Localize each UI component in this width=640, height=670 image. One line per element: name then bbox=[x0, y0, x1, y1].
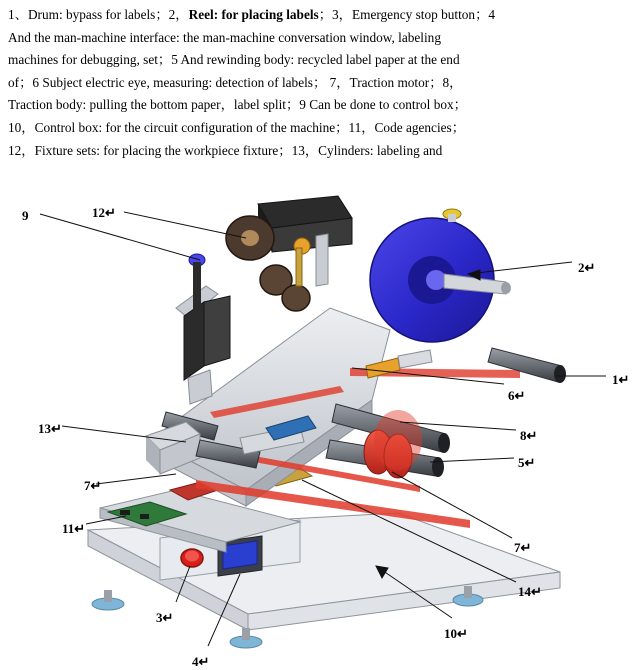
drum-assembly bbox=[226, 196, 352, 311]
callout-12: 12↵ bbox=[92, 205, 116, 220]
machine-diagram bbox=[0, 190, 640, 670]
caption-line-6-text: 10，Control box: for the circuit configuration of the machine；11，Code agencies； bbox=[8, 119, 466, 135]
callout-14: 14↵ bbox=[518, 584, 542, 599]
hmi-screen bbox=[223, 541, 257, 569]
caption-line-6 bbox=[8, 117, 634, 140]
drum-roller-3 bbox=[282, 285, 310, 311]
callout-3: 3↵ bbox=[156, 610, 174, 625]
cylinder-assembly bbox=[176, 254, 230, 404]
caption-line-2 bbox=[8, 27, 634, 50]
callout-11: 11↵ bbox=[62, 521, 86, 536]
caption-bold-phrase: Reel: for placing labels bbox=[188, 7, 319, 22]
callout-9: 9 bbox=[22, 208, 29, 223]
caption-line-7 bbox=[8, 140, 634, 163]
callout-2: 2↵ bbox=[578, 260, 596, 275]
caption-line-3 bbox=[8, 49, 634, 72]
caption-line-4-text: of；6 Subject electric eye, measuring: detection of labels； 7，Traction motor；8， bbox=[8, 74, 463, 90]
caption-line-1-text: 1、Drum: bypass for labels；2，Reel: for placing labels；3，Emergency stop button；4 bbox=[8, 7, 496, 22]
label-reel bbox=[370, 209, 511, 342]
caption-line-1 bbox=[8, 4, 634, 27]
callout-6: 6↵ bbox=[508, 388, 526, 403]
callout-4: 4↵ bbox=[192, 654, 210, 669]
caption-text-block bbox=[8, 4, 634, 162]
callout-8: 8↵ bbox=[520, 428, 538, 443]
caption-line-3-text: machines for debugging, set；5 And rewinding body: recycled label paper at the end bbox=[8, 52, 460, 68]
caption-line-7-text: 12，Fixture sets: for placing the workpiece fixture；13，Cylinders: labeling and bbox=[8, 142, 443, 158]
caption-line-4 bbox=[8, 72, 634, 95]
callout-1: 1↵ bbox=[612, 372, 630, 387]
caption-line-5-text: Traction body: pulling the bottom paper，label split；9 Can be done to control box； bbox=[8, 97, 467, 113]
cylinder-body bbox=[184, 302, 204, 380]
callout-13: 13↵ bbox=[38, 421, 62, 436]
machine-diagram-svg bbox=[0, 190, 640, 670]
callout-10: 10↵ bbox=[444, 626, 468, 641]
callout-7-right: 7↵ bbox=[514, 540, 532, 555]
callout-5: 5↵ bbox=[518, 455, 536, 470]
caption-line-2-text: And the man-machine interface: the man-machine conversation window, labeling bbox=[8, 29, 441, 45]
caption-line-5 bbox=[8, 94, 634, 117]
callout-7-left: 7↵ bbox=[84, 478, 102, 493]
